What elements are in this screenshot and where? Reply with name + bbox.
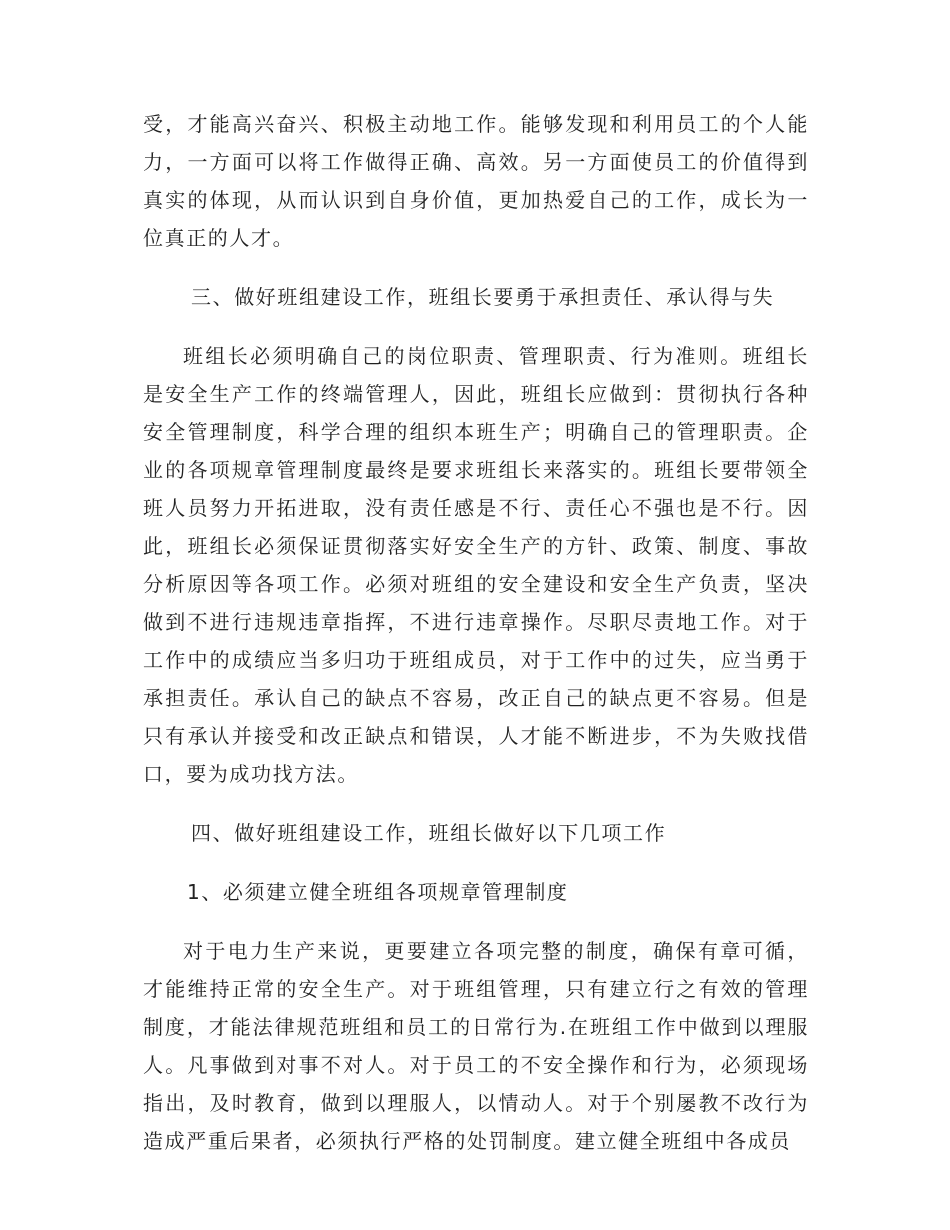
section-heading-four: 四、做好班组建设工作，班组长做好以下几项工作 <box>191 821 667 845</box>
subheading-one: 1、必须建立健全班组各项规章管理制度 <box>187 880 569 904</box>
paragraph-team-leader-responsibility: 班组长必须明确自己的岗位职责、管理职责、行为准则。班组长是安全生产工作的终端管理人，因此，班组长应做到：贯彻执行各种安全管理制度，科学合理的组织本班生产；明确自己的管理职责。企业的各项规章管理制度最终是要求班组长来落实的。班组长要带领全班人员努力开拓进取，没有责任感是不行、责任心不强也是不行。因此，班组长必须保证贯彻落实好安全生产的方针、政策、制度、事故分析原因等各项工作。必须对班组的安全建设和安全生产负责，坚决做到不进行违规违章指挥，不进行违章操作。尽职尽责地工作。对于工作中的成绩应当多归功于班组成员，对于工作中的过失，应当勇于承担责任。承认自己的缺点不容易，改正自己的缺点更不容易。但是只有承认并接受和改正缺点和错误，人才能不断进步，不为失败找借口，要为成功找方法。 <box>143 344 809 786</box>
paragraph-rules-system: 对于电力生产来说，更要建立各项完整的制度，确保有章可循，才能维持正常的安全生产。对于班组管理，只有建立行之有效的管理制度，才能法律规范班组和员工的日常行为.在班组工作中做到以理服人。凡事做到对事不对人。对于员工的不安全操作和行为，必须现场指出，及时教育，做到以理服人，以情动人。对于个别屡教不改行为造成严重后果者，必须执行严格的处罚制度。建立健全班组中各成员 <box>143 939 809 1153</box>
section-heading-three: 三、做好班组建设工作，班组长要勇于承担责任、承认得与失 <box>191 285 775 309</box>
document-body <box>143 105 809 1181</box>
paragraph-continuation: 受，才能高兴奋兴、积极主动地工作。能够发现和利用员工的个人能力，一方面可以将工作做得正确、高效。另一方面使员工的价值得到真实的体现，从而认识到自身价值，更加热爱自己的工作，成长为一位真正的人才。 <box>143 112 809 250</box>
